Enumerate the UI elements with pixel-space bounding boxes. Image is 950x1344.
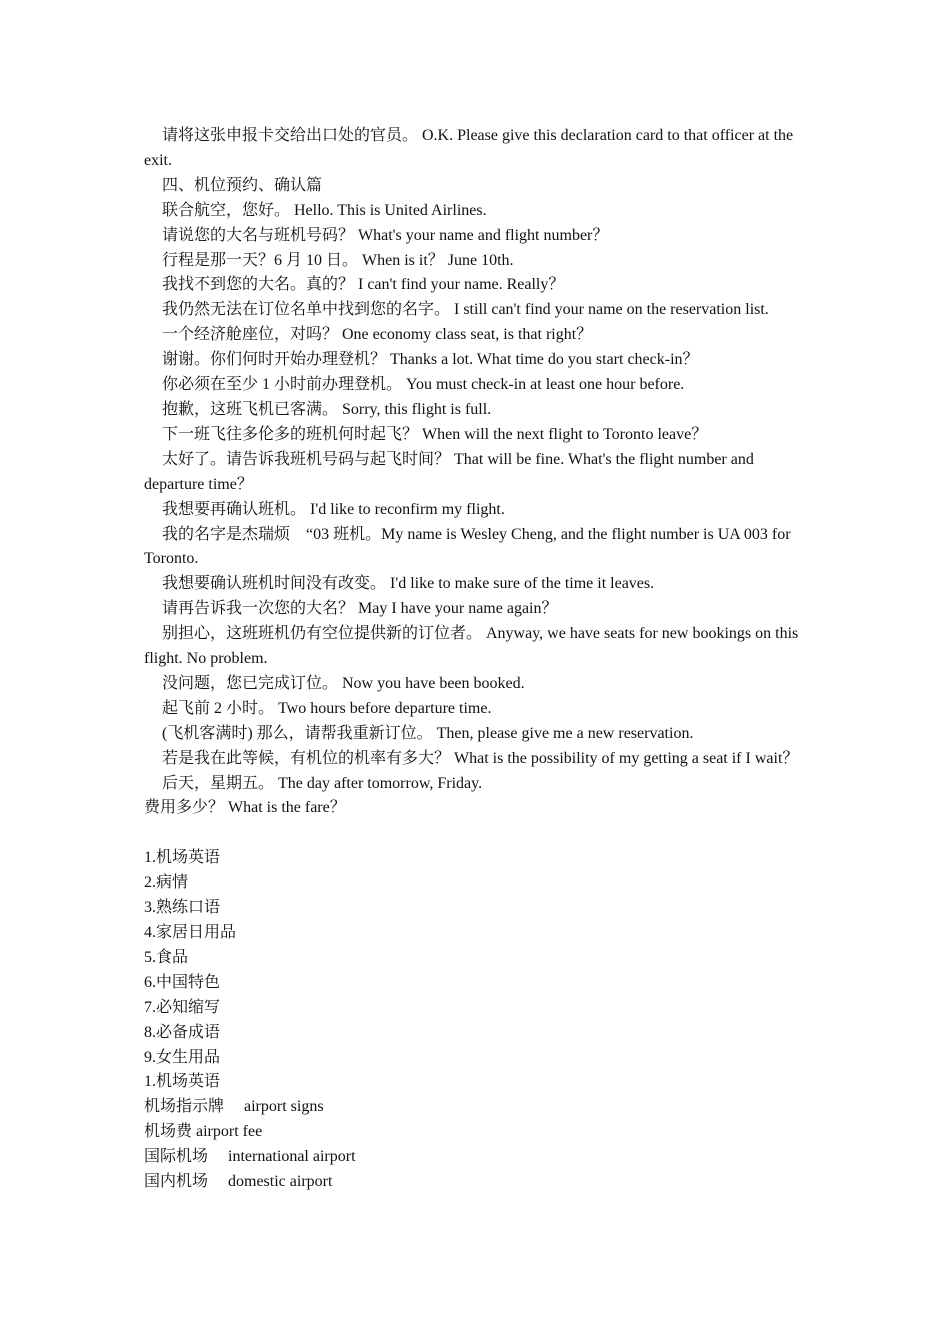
paragraph: 抱歉，这班飞机已客满。 Sorry, this flight is full. (162, 400, 492, 418)
paragraph: 后天，星期五。 The day after tomorrow, Friday. (162, 774, 483, 792)
paragraph: 我想要再确认班机。 I'd like to reconfirm my flight. (162, 500, 505, 518)
paragraph: 请说您的大名与班机号码？ What's your name and flight number？ (162, 226, 609, 244)
paragraph: (飞机客满时) 那么，请帮我重新订位。 Then, please give me a new reservation. (162, 724, 694, 742)
paragraph: 8.必备成语 (144, 1023, 221, 1041)
paragraph: 6.中国特色 (144, 973, 221, 991)
paragraph: 1.机场英语 (144, 849, 221, 867)
paragraph: 我仍然无法在订位名单中找到您的名字。 I still can't find your name on the reservation list. (162, 301, 769, 319)
paragraph: 若是我在此等候，有机位的机率有多大？ What is the possibility of my getting a seat if I wait？ (162, 749, 799, 767)
paragraph: 请再告诉我一次您的大名？ May I have your name again？ (162, 600, 558, 618)
paragraph: 2.病情 (144, 874, 189, 892)
paragraph: 国际机场 international airport (144, 1148, 356, 1166)
paragraph: 我想要确认班机时间没有改变。 I'd like to make sure of the time it leaves. (162, 575, 655, 593)
paragraph: 谢谢。你们何时开始办理登机？ Thanks a lot. What time do you start check-in？ (162, 351, 699, 369)
paragraph: 行程是那一天？6 月 10 日。 When is it？ June 10th. (162, 251, 514, 269)
paragraph: 别担心，这班班机仍有空位提供新的订位者。 Anyway, we have seats for new bookings on this flight. No problem. (144, 625, 799, 668)
paragraph: 起飞前 2 小时。 Two hours before departure time. (162, 699, 492, 717)
paragraph: 一个经济舱座位，对吗？ One economy class seat, is that right？ (162, 326, 593, 344)
paragraph: 联合航空，您好。 Hello. This is United Airlines. (162, 201, 487, 219)
paragraph: 太好了。请告诉我班机号码与起飞时间？ That will be fine. What's the flight number and departure time？ (144, 450, 754, 493)
paragraph: 3.熟练口语 (144, 899, 221, 917)
paragraph: 下一班飞往多伦多的班机何时起飞？ When will the next flight to Toronto leave？ (162, 425, 708, 443)
paragraph: 机场指示牌 airport signs (144, 1098, 324, 1116)
document-body (144, 124, 808, 1195)
paragraph: 1.机场英语 (144, 1073, 221, 1091)
paragraph: 我找不到您的大名。真的？ I can't find your name. Really？ (162, 276, 565, 294)
paragraph: 请将这张申报卡交给出口处的官员。 O.K. Please give this declaration card to that officer at the exit. (144, 127, 794, 169)
paragraph: 国内机场 domestic airport (144, 1173, 333, 1191)
paragraph: 你必须在至少 1 小时前办理登机。 You must check-in at least one hour before. (162, 376, 685, 394)
paragraph: 9.女生用品 (144, 1048, 221, 1066)
blank-line (144, 821, 808, 846)
paragraph: 没问题，您已完成订位。 Now you have been booked. (162, 674, 525, 692)
paragraph: 7.必知缩写 (144, 998, 221, 1016)
paragraph: 4.家居日用品 (144, 923, 237, 941)
paragraph: 5.食品 (144, 948, 189, 966)
paragraph: 机场费 airport fee (144, 1123, 263, 1141)
paragraph: 我的名字是杰瑞烦 “03 班机。My name is Wesley Cheng, and the flight number is UA 003 for Toronto. (144, 525, 791, 568)
paragraph: 费用多少？ What is the fare？ (144, 799, 346, 817)
paragraph: 四、机位预约、确认篇 (162, 176, 323, 194)
